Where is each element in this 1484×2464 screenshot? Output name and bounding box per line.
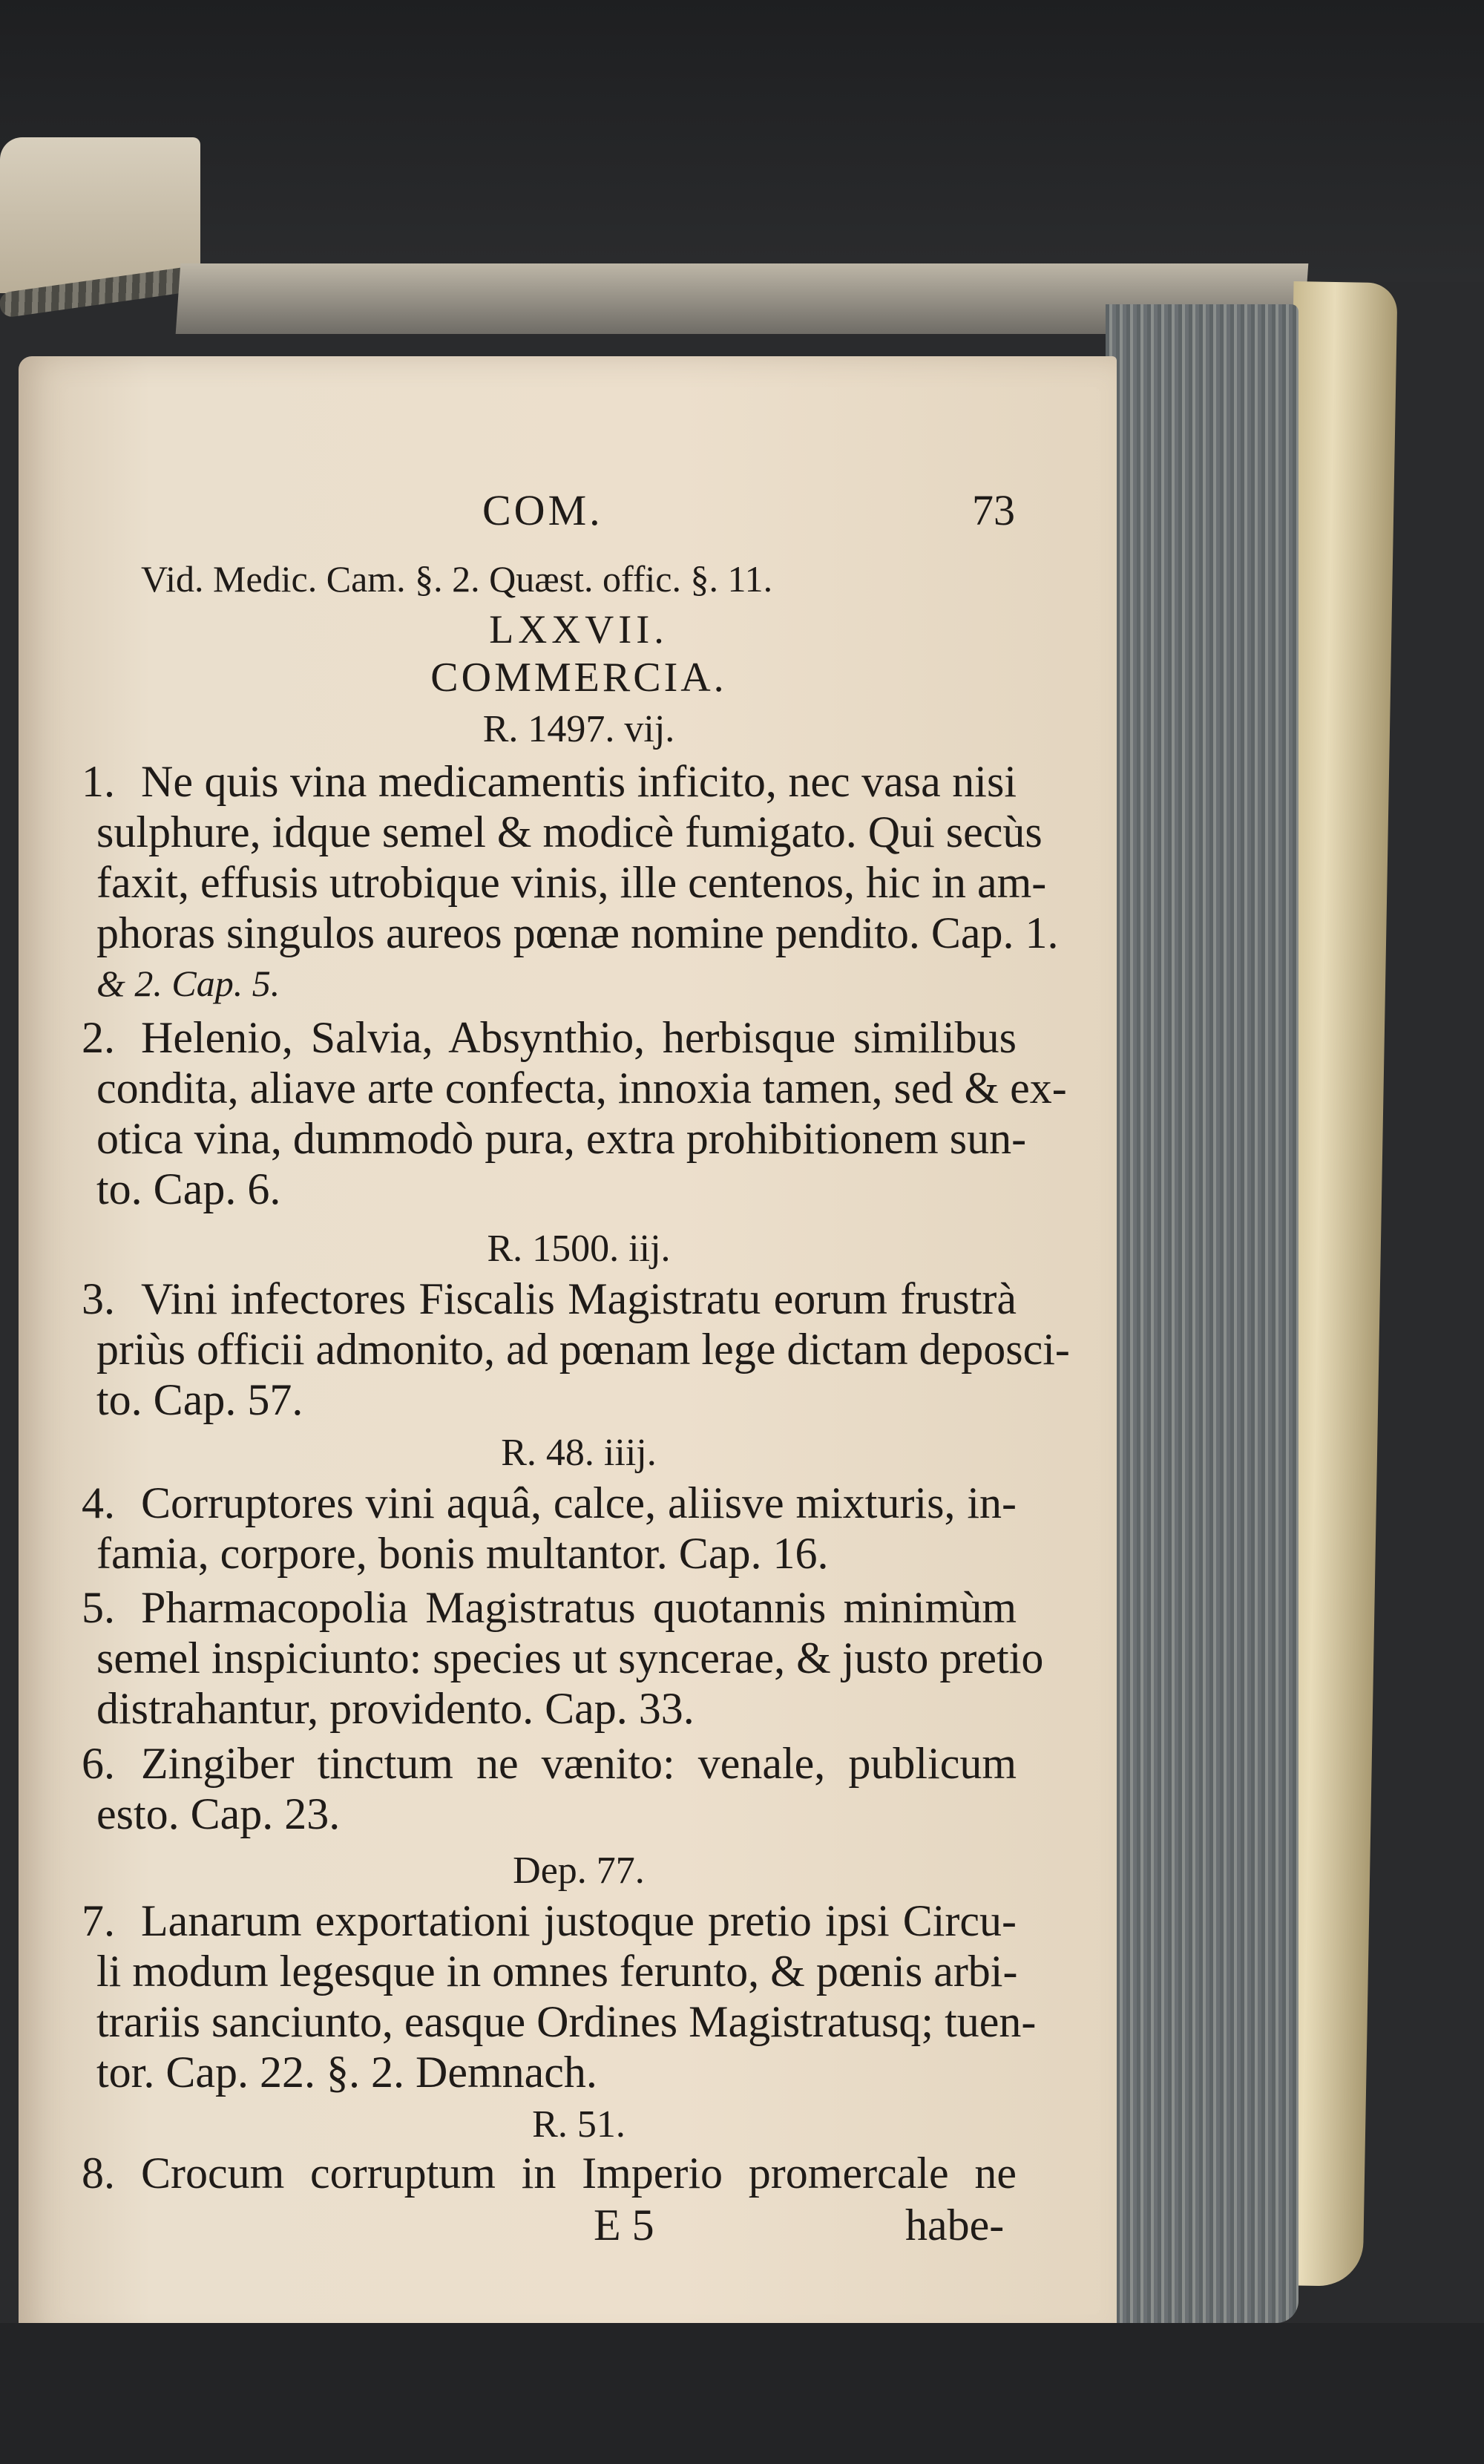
chapter-title: COMMERCIA. bbox=[430, 655, 727, 701]
paragraph-line: sulphure, idque semel & modicè fumigato. Qui secùs bbox=[96, 807, 1043, 856]
paragraph-line: priùs officii admonito, ad pœnam lege dictam deposci- bbox=[96, 1325, 1070, 1374]
paragraph-line: Lanarum exportationi justoque pretio ipsi Circu- bbox=[141, 1896, 1017, 1945]
section-heading: Dep. 77. bbox=[513, 1849, 645, 1892]
paragraph-number: 1. bbox=[82, 757, 115, 806]
paragraph-line: Crocum corruptum in Imperio promercale ne bbox=[141, 2149, 1017, 2198]
paragraph-line: li modum legesque in omnes ferunto, & pœnis arbi- bbox=[96, 1947, 1018, 1996]
paragraph-line: Zingiber tinctum ne vænito: venale, publicum bbox=[141, 1739, 1017, 1788]
paragraph-number: 8. bbox=[82, 2149, 115, 2198]
paragraph-line: & 2. Cap. 5. bbox=[96, 963, 280, 1004]
reference-line: Vid. Medic. Cam. §. 2. Quæst. offic. §. 11. bbox=[141, 558, 773, 600]
paragraph-number: 2. bbox=[82, 1013, 115, 1062]
paragraph-number: 4. bbox=[82, 1478, 115, 1527]
paragraph-line: faxit, effusis utrobique vinis, ille centenos, hic in am- bbox=[96, 858, 1047, 907]
page-number: 73 bbox=[972, 486, 1015, 534]
paragraph-line: distrahantur, providento. Cap. 33. bbox=[96, 1684, 695, 1733]
paragraph-line: to. Cap. 6. bbox=[96, 1164, 281, 1213]
paragraph-line: otica vina, dummodò pura, extra prohibitionem sun- bbox=[96, 1114, 1027, 1163]
paragraph-line: Ne quis vina medicamentis inficito, nec vasa nisi bbox=[141, 757, 1017, 806]
paragraph-line: semel inspiciunto: species ut syncerae, & justo pretio bbox=[96, 1634, 1044, 1682]
paragraph-line: to. Cap. 57. bbox=[96, 1375, 303, 1424]
background-bottom bbox=[0, 2323, 1484, 2464]
paragraph-line: famia, corpore, bonis multantor. Cap. 16. bbox=[96, 1529, 829, 1578]
paragraph-number: 6. bbox=[82, 1739, 115, 1788]
paragraph-line: Corruptores vini aquâ, calce, aliisve mixturis, in- bbox=[141, 1478, 1017, 1527]
page-block-edge bbox=[1106, 304, 1298, 2323]
section-heading: R. 1500. iij. bbox=[487, 1228, 671, 1270]
chapter-number: LXXVII. bbox=[489, 607, 669, 652]
paragraph-number: 5. bbox=[82, 1583, 115, 1632]
section-heading: R. 1497. vij. bbox=[482, 708, 675, 750]
paragraph-line: condita, aliave arte confecta, innoxia tamen, sed & ex- bbox=[96, 1064, 1067, 1113]
running-head: COM. bbox=[482, 486, 603, 534]
paragraph-line: esto. Cap. 23. bbox=[96, 1789, 341, 1838]
paragraph-line: phoras singulos aureos pœnæ nomine pendito. Cap. 1. bbox=[96, 908, 1059, 957]
paragraph-line: Helenio, Salvia, Absynthio, herbisque similibus bbox=[141, 1013, 1017, 1062]
paragraph-line: tor. Cap. 22. §. 2. Demnach. bbox=[96, 2048, 597, 2097]
paragraph-line: Vini infectores Fiscalis Magistratu eorum frustrà bbox=[141, 1274, 1017, 1323]
paragraph-line: trariis sanciunto, easque Ordines Magistratusq; tuen- bbox=[96, 1997, 1037, 2046]
background bbox=[0, 0, 1484, 282]
catchword: habe- bbox=[905, 2201, 1005, 2250]
signature-mark: E 5 bbox=[594, 2201, 654, 2250]
section-heading: R. 51. bbox=[532, 2103, 626, 2146]
section-heading: R. 48. iiij. bbox=[501, 1432, 657, 1474]
paragraph-number: 3. bbox=[82, 1274, 115, 1323]
paragraph-line: Pharmacopolia Magistratus quotannis minimùm bbox=[141, 1583, 1017, 1632]
paragraph-number: 7. bbox=[82, 1896, 115, 1945]
